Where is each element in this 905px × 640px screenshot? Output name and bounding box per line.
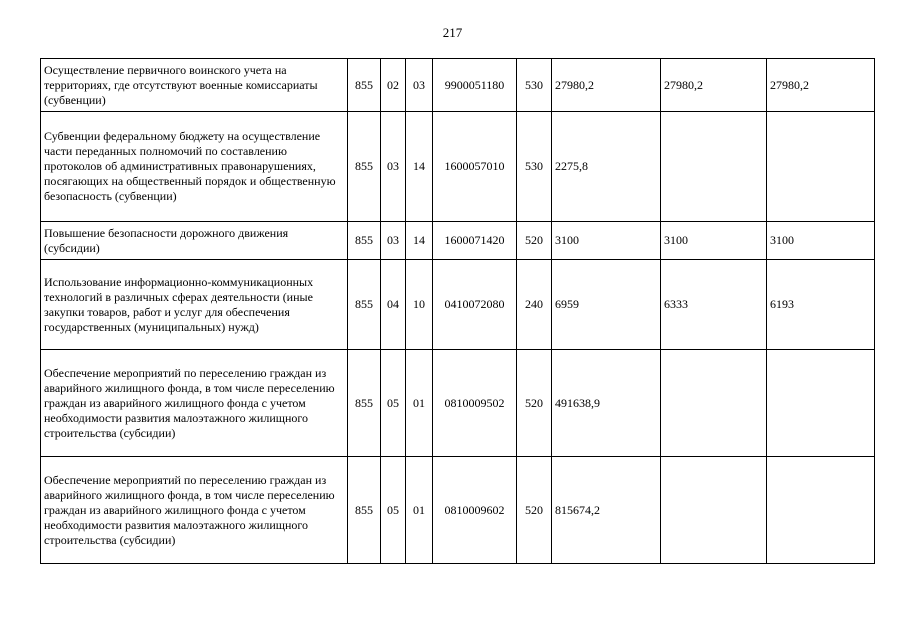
row-expense-type-code: 520 (517, 457, 552, 564)
row-amount-2: 27980,2 (661, 59, 767, 112)
row-target-article-code: 1600071420 (433, 222, 517, 260)
row-grbs-code: 855 (348, 59, 381, 112)
row-amount-1: 815674,2 (552, 457, 661, 564)
table-row (41, 457, 875, 564)
row-amount-1: 3100 (552, 222, 661, 260)
row-subsection-code: 01 (406, 350, 433, 457)
row-amount-2: 6333 (661, 260, 767, 350)
row-amount-2 (661, 350, 767, 457)
row-target-article-code: 0810009602 (433, 457, 517, 564)
row-grbs-code: 855 (348, 457, 381, 564)
row-expense-type-code: 520 (517, 222, 552, 260)
row-description: Субвенции федеральному бюджету на осуществление части переданных полномочий по составлению протоколов об административных правонарушениях, посягающих на общественный порядок и общественную безопасность (субвенции) (41, 112, 348, 222)
row-expense-type-code: 240 (517, 260, 552, 350)
row-subsection-code: 14 (406, 222, 433, 260)
row-subsection-code: 14 (406, 112, 433, 222)
row-amount-3 (767, 112, 875, 222)
table-row (41, 260, 875, 350)
row-expense-type-code: 520 (517, 350, 552, 457)
row-description: Обеспечение мероприятий по переселению граждан из аварийного жилищного фонда, в том числе переселению граждан из аварийного жилищного фонда с учетом необходимости развития малоэтажного жилищного строительства (субсидии) (41, 457, 348, 564)
row-section-code: 02 (381, 59, 406, 112)
row-description: Повышение безопасности дорожного движения (субсидии) (41, 222, 348, 260)
row-target-article-code: 0410072080 (433, 260, 517, 350)
row-expense-type-code: 530 (517, 59, 552, 112)
row-amount-1: 27980,2 (552, 59, 661, 112)
row-amount-3: 6193 (767, 260, 875, 350)
table-row (41, 59, 875, 112)
row-subsection-code: 01 (406, 457, 433, 564)
row-section-code: 05 (381, 457, 406, 564)
row-amount-3: 27980,2 (767, 59, 875, 112)
row-description: Использование информационно-коммуникационных технологий в различных сферах деятельности (иные закупки товаров, работ и услуг для обеспечения государственных (муниципальных) нужд) (41, 260, 348, 350)
row-description: Осуществление первичного воинского учета на территориях, где отсутствуют военные комиссариаты (субвенции) (41, 59, 348, 112)
row-subsection-code: 10 (406, 260, 433, 350)
row-grbs-code: 855 (348, 260, 381, 350)
row-description: Обеспечение мероприятий по переселению граждан из аварийного жилищного фонда, в том числе переселению граждан из аварийного жилищного фонда с учетом необходимости развития малоэтажного жилищного строительства (субсидии) (41, 350, 348, 457)
row-amount-1: 2275,8 (552, 112, 661, 222)
row-target-article-code: 0810009502 (433, 350, 517, 457)
row-amount-3 (767, 350, 875, 457)
row-section-code: 03 (381, 222, 406, 260)
row-grbs-code: 855 (348, 112, 381, 222)
row-grbs-code: 855 (348, 222, 381, 260)
row-amount-1: 6959 (552, 260, 661, 350)
row-amount-3 (767, 457, 875, 564)
row-subsection-code: 03 (406, 59, 433, 112)
table-row (41, 222, 875, 260)
row-target-article-code: 9900051180 (433, 59, 517, 112)
row-amount-3: 3100 (767, 222, 875, 260)
row-section-code: 03 (381, 112, 406, 222)
row-amount-2: 3100 (661, 222, 767, 260)
table-row (41, 112, 875, 222)
table-row (41, 350, 875, 457)
row-section-code: 05 (381, 350, 406, 457)
row-target-article-code: 1600057010 (433, 112, 517, 222)
row-amount-2 (661, 112, 767, 222)
budget-table (40, 58, 875, 564)
row-section-code: 04 (381, 260, 406, 350)
row-amount-1: 491638,9 (552, 350, 661, 457)
row-amount-2 (661, 457, 767, 564)
row-grbs-code: 855 (348, 350, 381, 457)
row-expense-type-code: 530 (517, 112, 552, 222)
page-number: 217 (442, 25, 463, 40)
